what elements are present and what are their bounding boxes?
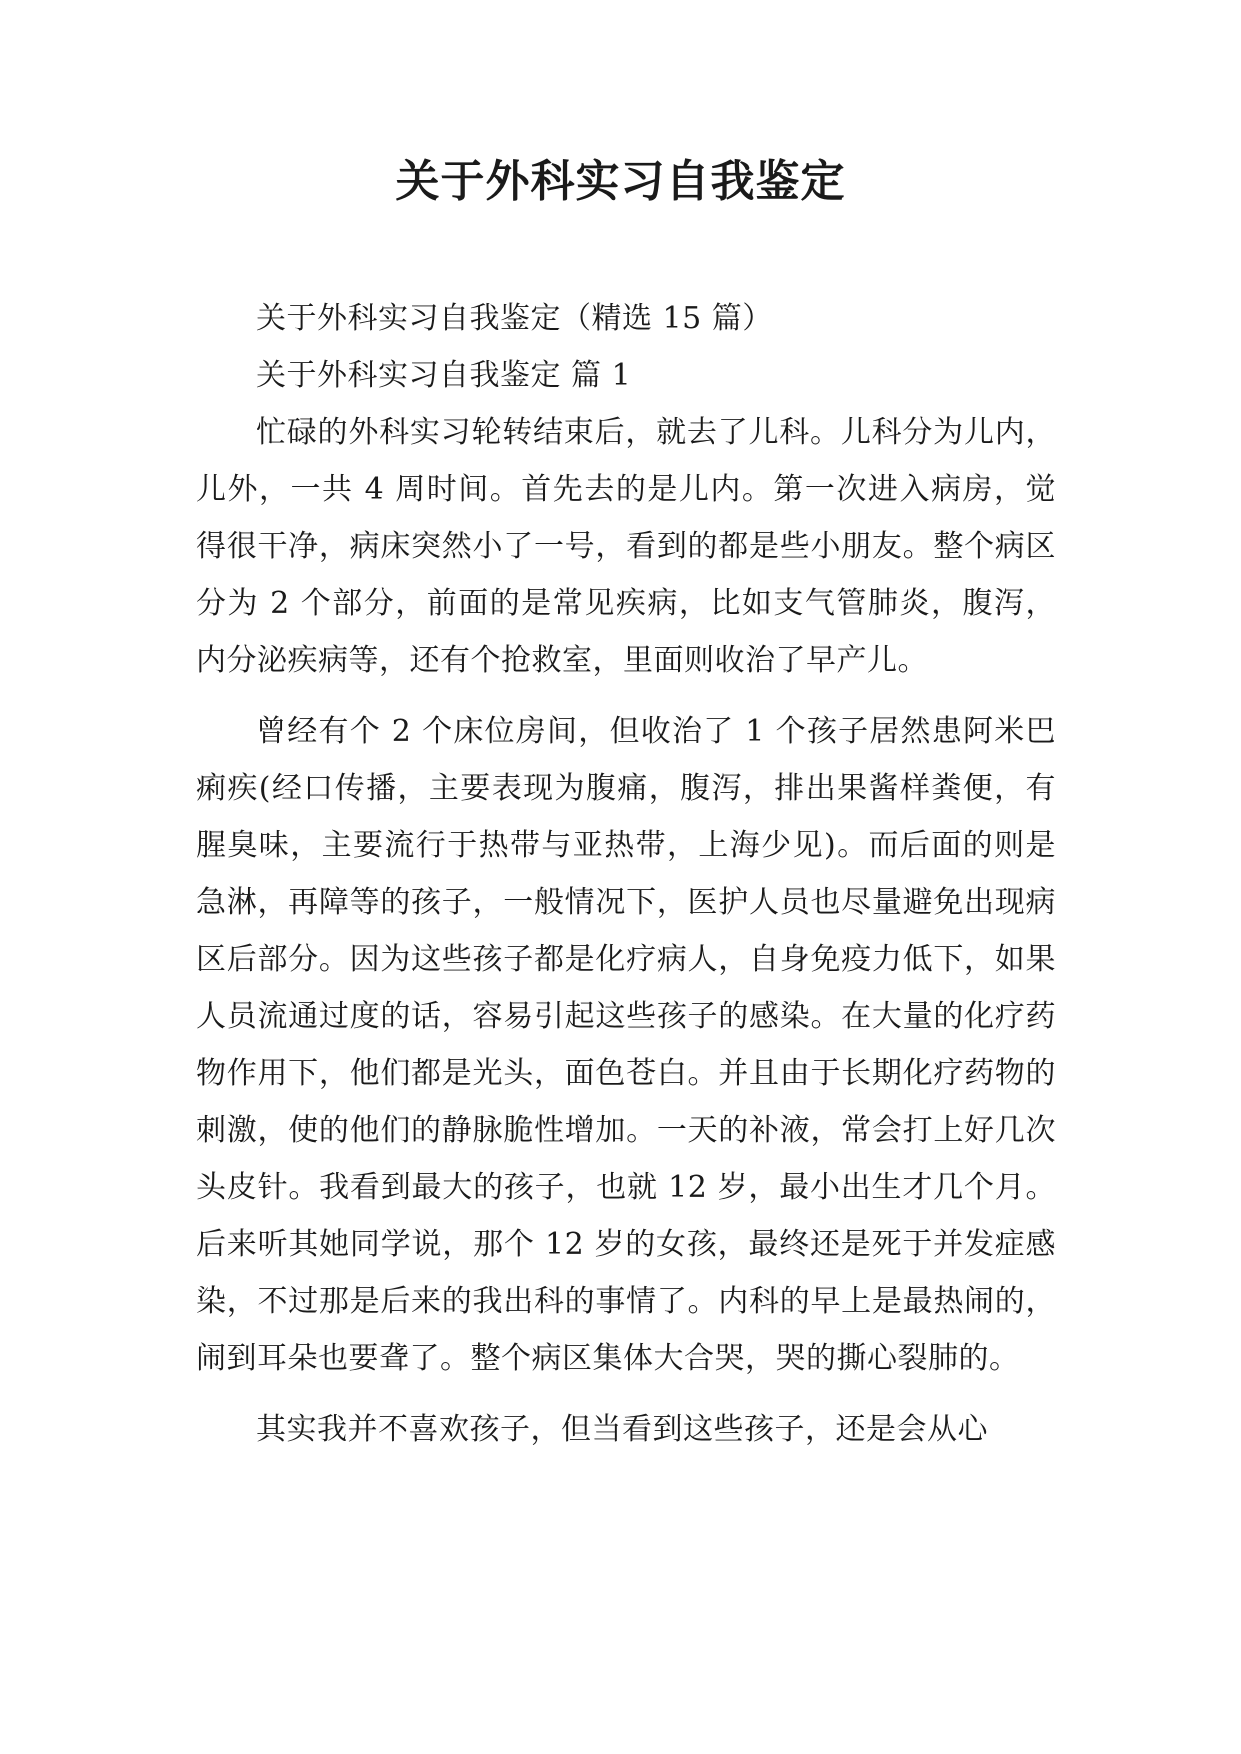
paragraph-2: 曾经有个 2 个床位房间，但收治了 1 个孩子居然患阿米巴痢疾(经口传播，主要表现为腹痛，腹泻，排出果酱样粪便，有腥臭味，主要流行于热带与亚热带，上海少见)。而后面的则是急淋，再障等的孩子，一般情况下，医护人员也尽量避免出现病区后部分。因为这些孩子都是化疗病人，自身免疫力低下，如果人员流通过度的话，容易引起这些孩子的感染。在大量的化疗药物作用下，他们都是光头，面色苍白。并且由于长期化疗药物的刺激，使的他们的静脉脆性增加。一天的补液，常会打上好几次头皮针。我看到最大的孩子，也就 12 岁，最小出生才几个月。后来听其她同学说，那个 12 岁的女孩，最终还是死于并发症感染，不过那是后来的我出科的事情了。内科的早上是最热闹的，闹到耳朵也要聋了。整个病区集体大合哭，哭的撕心裂肺的。 (196, 714, 1056, 1376)
paragraph-3: 其实我并不喜欢孩子，但当看到这些孩子，还是会从心 (256, 1412, 988, 1447)
section-heading: 关于外科实习自我鉴定 篇 1 (256, 358, 632, 393)
document-title: 关于外科实习自我鉴定 (395, 156, 846, 207)
document-subtitle: 关于外科实习自我鉴定（精选 15 篇） (256, 301, 773, 336)
document-body (196, 290, 1056, 1458)
paragraph-1: 忙碌的外科实习轮转结束后，就去了儿科。儿科分为儿内，儿外，一共 4 周时间。首先去的是儿内。第一次进入病房，觉得很干净，病床突然小了一号，看到的都是些小朋友。整个病区分为 2 个部分，前面的是常见疾病，比如支气管肺炎，腹泻，内分泌疾病等，还有个抢救室，里面则收治了早产儿。 (196, 415, 1056, 678)
